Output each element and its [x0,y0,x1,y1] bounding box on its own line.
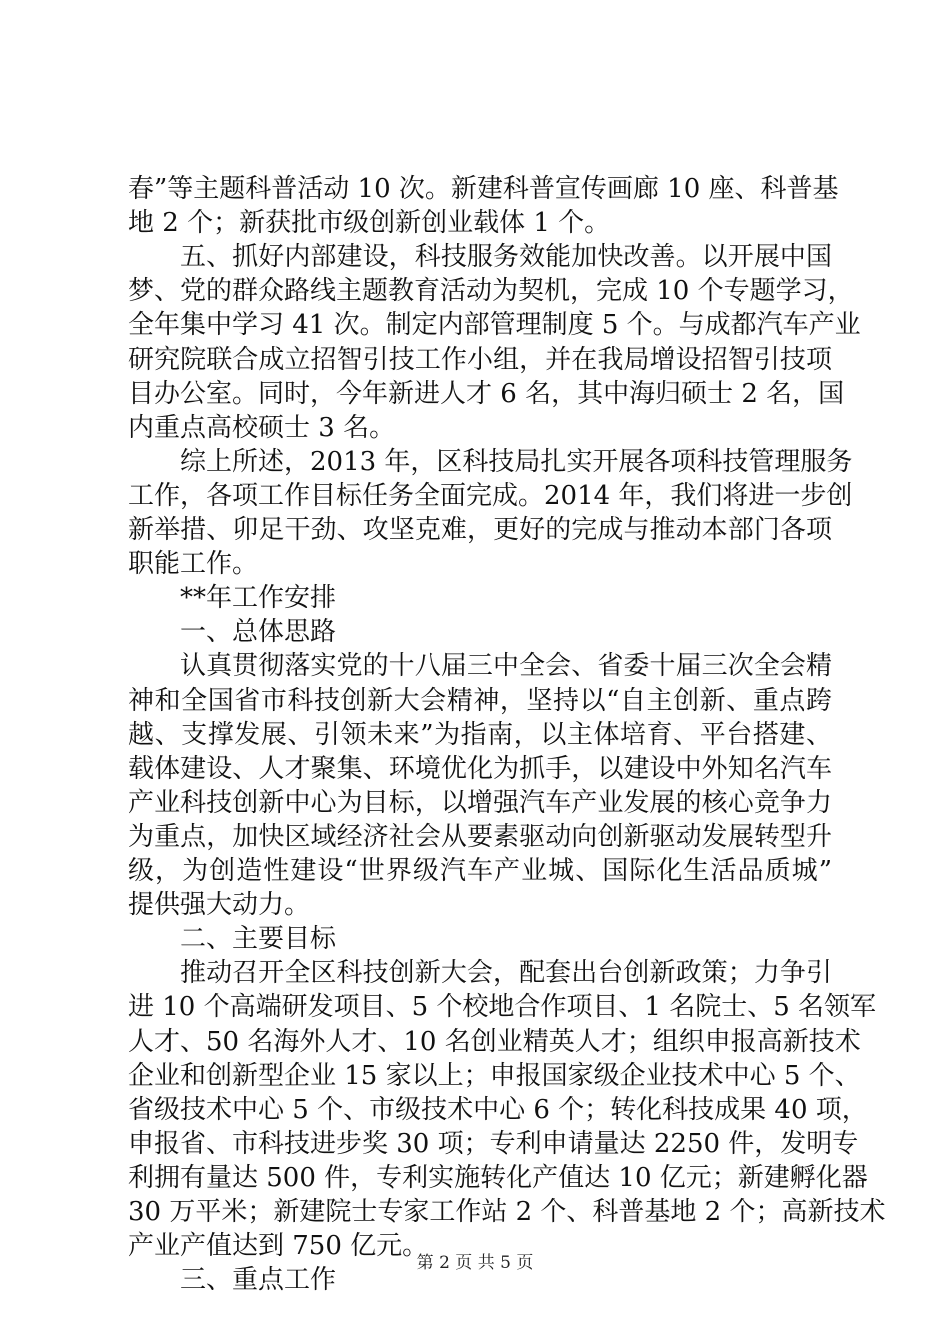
text-line: 越、支撑发展、引领未来”为指南，以主体培育、平台搭建、 [128,719,832,750]
text-line: 产业产值达到 750 亿元。 [128,1231,429,1262]
text-line: 地 2 个；新获批市级创新创业载体 1 个。 [128,208,611,239]
text-line: 目办公室。同时，今年新进人才 6 名，其中海归硕士 2 名，国 [128,378,845,409]
text-line: 梦、党的群众路线主题教育活动为契机，完成 10 个专题学习， [128,276,854,307]
text-line: 省级技术中心 5 个、市级技术中心 6 个；转化科技成果 40 项， [128,1094,868,1125]
text-line: 30 万平米；新建院士专家工作站 2 个、科普基地 2 个；高新技术 [128,1197,886,1227]
text-line: 神和全国省市科技创新大会精神，坚持以“自主创新、重点跨 [128,685,832,716]
text-line: 申报省、市科技进步奖 30 项；专利申请量达 2250 件，发明专 [128,1128,859,1159]
text-line: 春”等主题科普活动 10 次。新建科普宣传画廊 10 座、科普基 [128,174,839,204]
text-line: 提供强大动力。 [128,890,311,921]
text-line: 全年集中学习 41 次。制定内部管理制度 5 个。与成都汽车产业 [128,310,861,341]
text-line: 为重点，加快区域经济社会从要素驱动向创新驱动发展转型升 [128,821,832,852]
text-line: 产业科技创新中心为目标，以增强汽车产业发展的核心竞争力 [128,787,832,818]
text-line: 内重点高校硕士 3 名。 [128,412,396,443]
text-line: 人才、50 名海外人才、10 名创业精英人才；组织申报高新技术 [128,1026,861,1057]
text-line: 三、重点工作 [180,1265,337,1296]
text-line: **年工作安排 [180,583,337,614]
page-footer: 第 2 页 共 5 页 [416,1253,534,1273]
text-line: 五、抓好内部建设，科技服务效能加快改善。以开展中国 [180,242,832,273]
text-line: 载体建设、人才聚集、环境优化为抓手，以建设中外知名汽车 [128,753,832,784]
text-line: 认真贯彻落实党的十八届三中全会、省委十届三次全会精 [180,651,832,682]
text-line: 推动召开全区科技创新大会，配套出台创新政策；力争引 [180,958,832,989]
text-line: 一、总体思路 [180,617,337,648]
text-line: 研究院联合成立招智引技工作小组，并在我局增设招智引技项 [128,344,832,375]
text-line: 二、主要目标 [180,924,337,955]
text-line: 职能工作。 [128,549,259,580]
text-line: 综上所述，2013 年，区科技局扎实开展各项科技管理服务 [180,446,853,477]
text-line: 级，为创造性建设“世界级汽车产业城、国际化生活品质城” [128,856,832,886]
text-line: 工作，各项工作目标任务全面完成。2014 年，我们将进一步创 [128,480,853,511]
text-line: 进 10 个高端研发项目、5 个校地合作项目、1 名院士、5 名领军 [128,992,877,1023]
text-line: 新举措、卯足干劲、攻坚克难，更好的完成与推动本部门各项 [128,515,832,545]
text-line: 企业和创新型企业 15 家以上；申报国家级企业技术中心 5 个、 [128,1060,861,1091]
text-line: 利拥有量达 500 件，专利实施转化产值达 10 亿元；新建孵化器 [128,1162,868,1193]
